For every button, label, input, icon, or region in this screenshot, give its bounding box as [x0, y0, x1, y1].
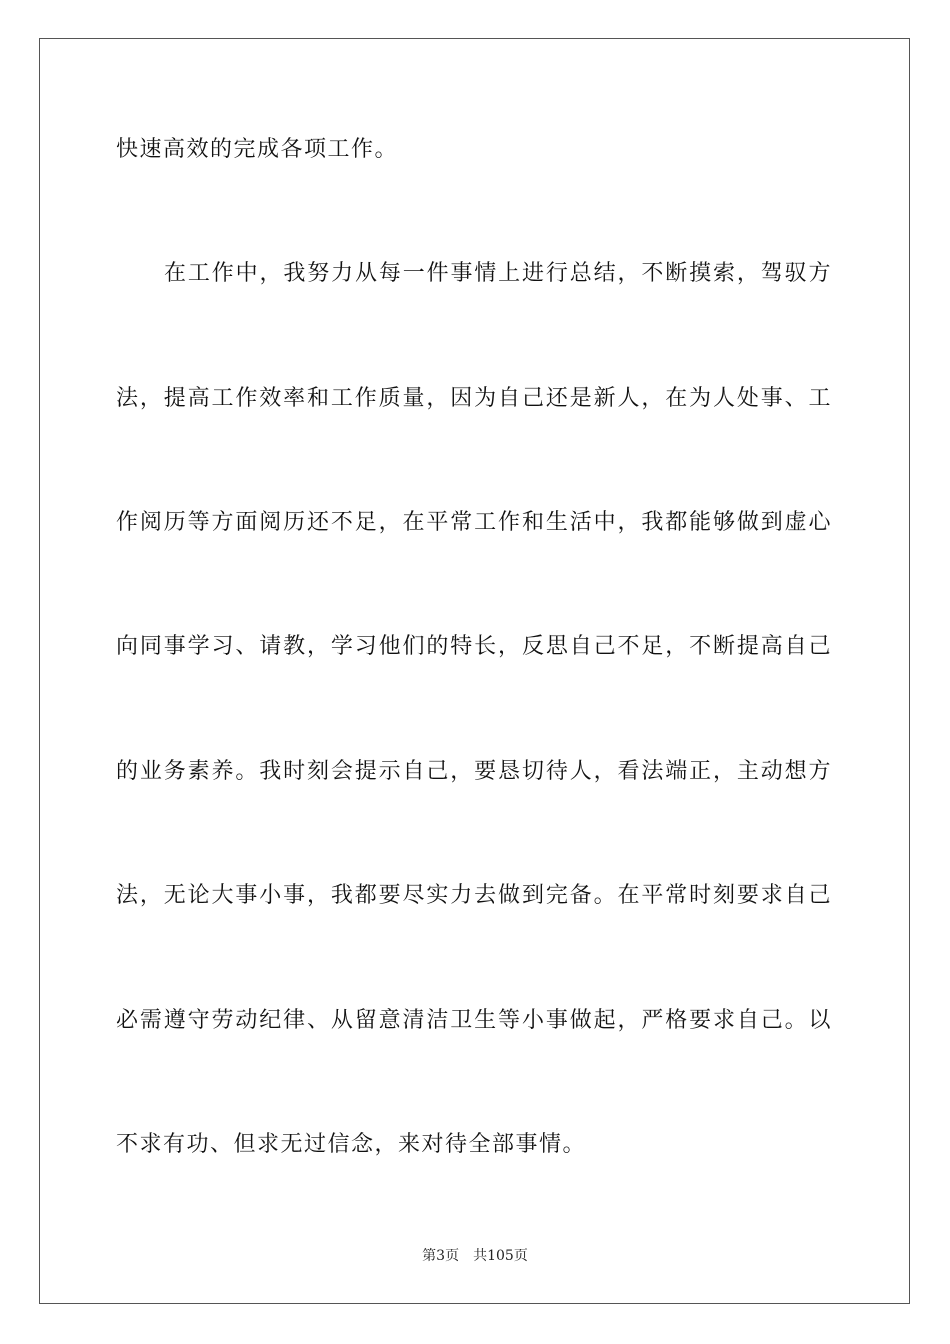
paragraph-line-3: 法，提高工作效率和工作质量，因为自己还是新人，在为人处事、工: [116, 386, 832, 411]
paragraph-line-1: 快速高效的完成各项工作。: [116, 137, 399, 162]
total-pages: 共105页: [473, 1248, 528, 1264]
page-number: 第3页: [422, 1248, 460, 1264]
paragraph-line-9: 不求有功、但求无过信念，来对待全部事情。: [116, 1132, 587, 1157]
paragraph-line-4: 作阅历等方面阅历还不足，在平常工作和生活中，我都能够做到虚心: [116, 510, 832, 535]
paragraph-line-7: 法，无论大事小事，我都要尽实力去做到完备。在平常时刻要求自己: [116, 883, 832, 908]
paragraph-line-8: 必需遵守劳动纪律、从留意清洁卫生等小事做起，严格要求自己。以: [116, 1008, 832, 1033]
paragraph-line-6: 的业务素养。我时刻会提示自己，要恳切待人，看法端正，主动想方: [116, 759, 832, 784]
page-footer: [0, 1247, 950, 1265]
paragraph-line-5: 向同事学习、请教，学习他们的特长，反思自己不足，不断提高自己: [116, 634, 832, 659]
page-border: [39, 38, 910, 1304]
paragraph-line-2: 在工作中，我努力从每一件事情上进行总结，不断摸索，驾驭方: [164, 261, 832, 286]
